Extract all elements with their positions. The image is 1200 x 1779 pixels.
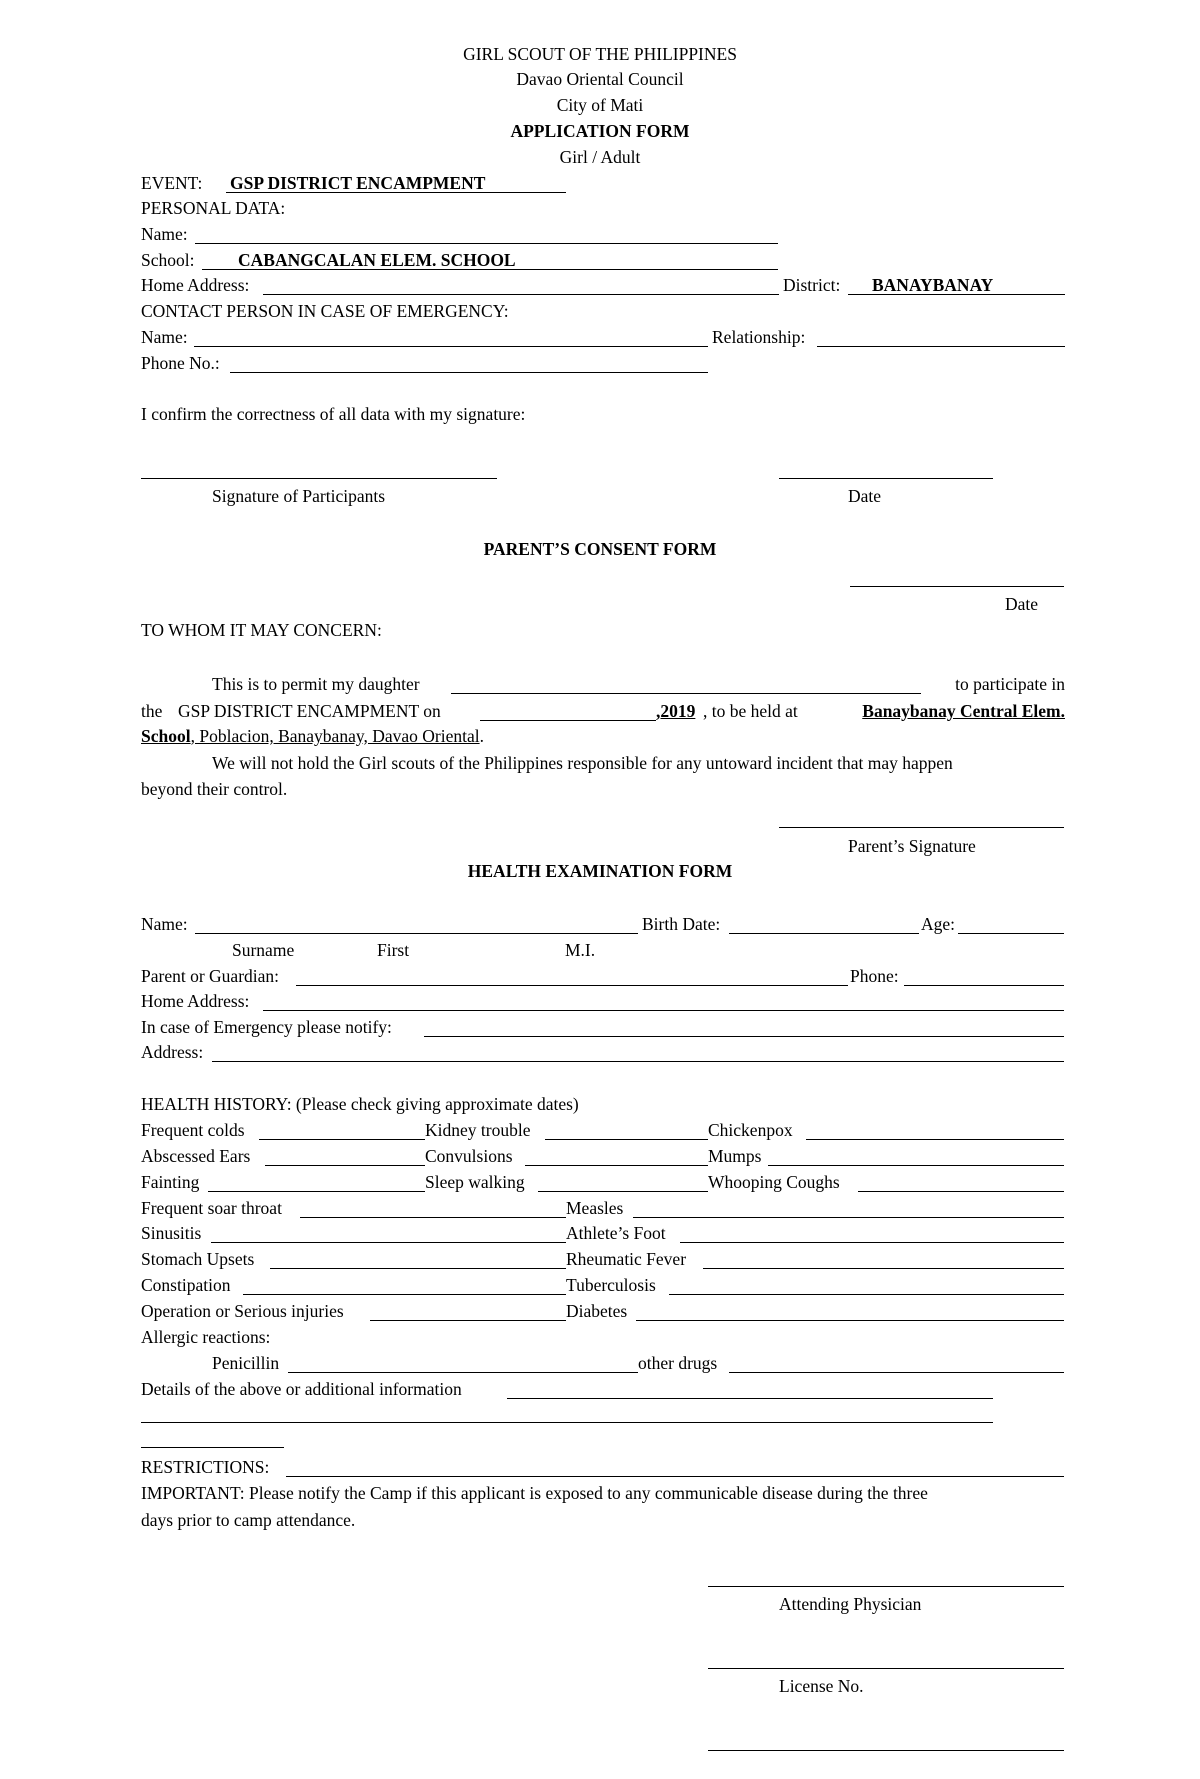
org-name: GIRL SCOUT OF THE PHILIPPINES: [463, 44, 737, 64]
cond-stomach-upsets: Stomach Upsets: [141, 1249, 255, 1269]
event-label: EVENT:: [141, 173, 203, 193]
school-label: School:: [141, 250, 195, 270]
license-line[interactable]: [708, 1668, 1064, 1669]
venue-location: , Poblacion, Banaybanay, Davao Oriental: [190, 726, 480, 746]
mi-caption: M.I.: [565, 940, 596, 960]
surname-caption: Surname: [232, 940, 295, 960]
venue-name-cont: School: [141, 726, 191, 746]
health-history-heading: HEALTH HISTORY: (Please check giving approximate dates): [141, 1094, 579, 1114]
contact-name-field[interactable]: [194, 346, 708, 347]
health-home-address-field[interactable]: [263, 1010, 1064, 1011]
details-field-2[interactable]: [141, 1422, 993, 1423]
cond-abscessed-ears: Abscessed Ears: [141, 1146, 251, 1166]
consent-held-text: , to be held at: [703, 701, 798, 721]
consent-liability-text-cont: beyond their control.: [141, 779, 288, 799]
health-phone-field[interactable]: [904, 985, 1064, 986]
cond-convulsions-field[interactable]: [525, 1165, 708, 1166]
school-value: CABANGCALAN ELEM. SCHOOL: [238, 250, 516, 270]
cond-soar-throat: Frequent soar throat: [141, 1198, 282, 1218]
cond-operation-field[interactable]: [370, 1320, 566, 1321]
cond-tuberculosis: Tuberculosis: [566, 1275, 656, 1295]
cond-measles: Measles: [566, 1198, 624, 1218]
health-name-field[interactable]: [195, 933, 638, 934]
health-address-field[interactable]: [212, 1061, 1064, 1062]
participant-date-label: Date: [848, 486, 882, 506]
phone-label: Phone No.:: [141, 353, 220, 373]
details-field[interactable]: [507, 1398, 993, 1399]
age-label: Age:: [921, 914, 956, 934]
council-name: Davao Oriental Council: [516, 69, 684, 89]
guardian-field[interactable]: [296, 985, 848, 986]
consent-title: PARENT’S CONSENT FORM: [483, 539, 717, 559]
cond-frequent-colds-field[interactable]: [259, 1139, 425, 1140]
physician-label: Attending Physician: [779, 1594, 922, 1614]
consent-date-line[interactable]: [850, 586, 1064, 587]
cond-soar-throat-field[interactable]: [300, 1217, 566, 1218]
physician-signature-line[interactable]: [708, 1586, 1064, 1587]
district-value: BANAYBANAY: [872, 275, 994, 295]
cond-athletes-foot: Athlete’s Foot: [566, 1223, 666, 1243]
cond-whooping-coughs-field[interactable]: [858, 1191, 1064, 1192]
health-title: HEALTH EXAMINATION FORM: [467, 861, 733, 881]
cond-rheumatic-fever: Rheumatic Fever: [566, 1249, 687, 1269]
cond-diabetes: Diabetes: [566, 1301, 628, 1321]
consent-liability-text: We will not hold the Girl scouts of the Philippines responsible for any untoward incident that may happen: [212, 753, 953, 773]
cond-sinusitis: Sinusitis: [141, 1223, 202, 1243]
emergency-notify-field[interactable]: [424, 1036, 1064, 1037]
cond-abscessed-ears-field[interactable]: [265, 1165, 425, 1166]
relationship-field[interactable]: [817, 346, 1065, 347]
health-phone-label: Phone:: [850, 966, 899, 986]
contact-name-label: Name:: [141, 327, 188, 347]
other-drugs-label: other drugs: [638, 1353, 718, 1373]
emergency-notify-label: In case of Emergency please notify:: [141, 1017, 392, 1037]
birth-date-label: Birth Date:: [642, 914, 721, 934]
cond-rheumatic-fever-field[interactable]: [703, 1268, 1064, 1269]
penicillin-label: Penicillin: [212, 1353, 280, 1373]
allergic-heading: Allergic reactions:: [141, 1327, 271, 1347]
emergency-contact-heading: CONTACT PERSON IN CASE OF EMERGENCY:: [141, 301, 509, 321]
participant-signature-label: Signature of Participants: [212, 486, 386, 506]
guardian-label: Parent or Guardian:: [141, 966, 280, 986]
cond-measles-field[interactable]: [633, 1217, 1064, 1218]
cond-kidney-trouble: Kidney trouble: [425, 1120, 531, 1140]
daughter-name-field[interactable]: [451, 693, 921, 694]
consent-permit-text: This is to permit my daughter: [212, 674, 420, 694]
bottom-signature-line[interactable]: [708, 1750, 1064, 1751]
district-label: District:: [783, 275, 841, 295]
home-address-field[interactable]: [263, 294, 779, 295]
city-name: City of Mati: [556, 95, 644, 115]
participant-signature-line[interactable]: [141, 478, 497, 479]
details-field-3[interactable]: [141, 1447, 284, 1448]
birth-date-field[interactable]: [729, 933, 919, 934]
relationship-label: Relationship:: [712, 327, 806, 347]
other-drugs-field[interactable]: [729, 1372, 1064, 1373]
cond-sleep-walking-field[interactable]: [538, 1191, 708, 1192]
venue-address: School, Poblacion, Banaybanay, Davao Oriental.: [141, 726, 484, 746]
consent-salutation: TO WHOM IT MAY CONCERN:: [141, 620, 382, 640]
cond-athletes-foot-field[interactable]: [680, 1242, 1064, 1243]
parent-signature-label: Parent’s Signature: [848, 836, 976, 856]
health-name-label: Name:: [141, 914, 188, 934]
cond-operation: Operation or Serious injuries: [141, 1301, 344, 1321]
form-subtitle: Girl / Adult: [559, 147, 641, 167]
consent-participate-text: to participate in: [955, 674, 1065, 694]
parent-signature-line[interactable]: [779, 827, 1064, 828]
cond-convulsions: Convulsions: [425, 1146, 513, 1166]
consent-date-label: Date: [1005, 594, 1039, 614]
cond-sinusitis-field[interactable]: [211, 1242, 566, 1243]
restrictions-field[interactable]: [286, 1476, 1064, 1477]
name-field[interactable]: [195, 243, 778, 244]
important-note: IMPORTANT: Please notify the Camp if this applicant is exposed to any communicable disease during the three: [141, 1483, 928, 1503]
cond-frequent-colds: Frequent colds: [141, 1120, 245, 1140]
cond-constipation: Constipation: [141, 1275, 231, 1295]
cond-stomach-upsets-field[interactable]: [270, 1268, 566, 1269]
name-label: Name:: [141, 224, 188, 244]
health-address-label: Address:: [141, 1042, 204, 1062]
cond-chickenpox-field[interactable]: [806, 1139, 1064, 1140]
consent-event-text: GSP DISTRICT ENCAMPMENT on: [178, 701, 441, 721]
age-field[interactable]: [958, 933, 1064, 934]
license-label: License No.: [779, 1676, 864, 1696]
phone-field[interactable]: [230, 372, 708, 373]
home-address-label: Home Address:: [141, 275, 250, 295]
penicillin-field[interactable]: [288, 1372, 638, 1373]
restrictions-label: RESTRICTIONS:: [141, 1457, 270, 1477]
event-year: ,2019: [656, 701, 696, 721]
health-home-address-label: Home Address:: [141, 991, 250, 1011]
venue-name: Banaybanay Central Elem.: [862, 701, 1065, 721]
cond-chickenpox: Chickenpox: [708, 1120, 793, 1140]
participant-date-line[interactable]: [779, 478, 993, 479]
cond-tuberculosis-field[interactable]: [669, 1294, 1064, 1295]
cond-fainting-field[interactable]: [208, 1191, 425, 1192]
cond-whooping-coughs: Whooping Coughs: [708, 1172, 840, 1192]
event-value: GSP DISTRICT ENCAMPMENT: [230, 173, 486, 193]
details-label: Details of the above or additional information: [141, 1379, 462, 1399]
cond-sleep-walking: Sleep walking: [425, 1172, 525, 1192]
important-note-cont: days prior to camp attendance.: [141, 1510, 356, 1530]
cond-constipation-field[interactable]: [243, 1294, 566, 1295]
event-date-field[interactable]: [480, 720, 656, 721]
cond-diabetes-field[interactable]: [636, 1320, 1064, 1321]
cond-mumps-field[interactable]: [768, 1165, 1064, 1166]
cond-mumps: Mumps: [708, 1146, 762, 1166]
personal-data-heading: PERSONAL DATA:: [141, 198, 286, 218]
first-caption: First: [377, 940, 410, 960]
consent-the-text: the: [141, 701, 163, 721]
form-title: APPLICATION FORM: [510, 121, 690, 141]
cond-kidney-trouble-field[interactable]: [545, 1139, 708, 1140]
confirm-text: I confirm the correctness of all data with my signature:: [141, 404, 526, 424]
cond-fainting: Fainting: [141, 1172, 200, 1192]
